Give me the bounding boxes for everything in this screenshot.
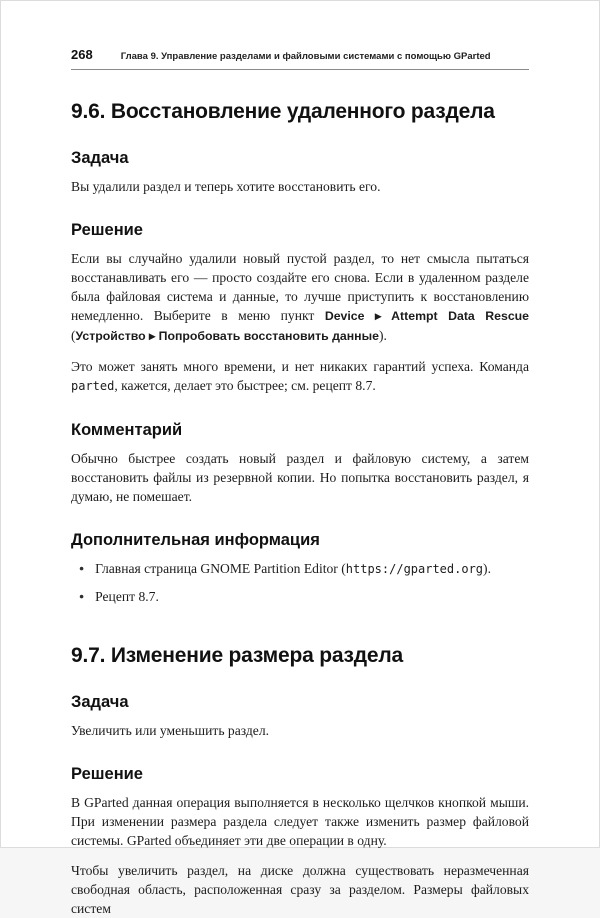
solution-paragraph-1-9-7 bbox=[71, 793, 529, 850]
menu-path-en: Device ▸ Attempt Data Rescue bbox=[324, 309, 530, 323]
text-run: Вы удалили раздел и теперь хотите восстановить его. bbox=[71, 179, 381, 194]
text-run: Если вы случайно удалили новый пустой раздел, то нет смысла пытаться восстанавливать его — просто создайте его снова. Если в удаленном разделе была файловая система и данные, то лучше приступить к восстановлению немедленно. Выберите в меню пункт bbox=[71, 251, 529, 323]
url-text: https://gparted.org bbox=[345, 562, 484, 576]
text-run: ( bbox=[71, 328, 76, 343]
text-run: В GParted данная операция выполняется в несколько щелчков кнопкой мыши. При изменении размера раздела следует также изменить размер файловой системы. GParted объединяет эти две операции в одну. bbox=[71, 795, 529, 848]
bullet-icon: ● bbox=[79, 563, 85, 573]
chapter-running-title: Глава 9. Управление разделами и файловыми системами с помощью GParted bbox=[120, 51, 491, 62]
discussion-paragraph-9-6 bbox=[71, 449, 529, 506]
heading-see-also-9-6: Дополнительная информация bbox=[71, 531, 320, 549]
list-item bbox=[71, 587, 529, 606]
text-run: Главная страница GNOME Partition Editor ( bbox=[95, 561, 346, 576]
task-paragraph-9-7 bbox=[71, 721, 529, 740]
section-title-9-7: 9.7. Изменение размера раздела bbox=[71, 644, 404, 667]
solution-paragraph-2-9-6 bbox=[71, 357, 529, 396]
menu-path-ru: Устройство ▸ Попробовать восстановить данные bbox=[75, 329, 379, 343]
heading-discussion-9-6: Комментарий bbox=[71, 421, 183, 439]
solution-paragraph-2-9-7 bbox=[71, 861, 529, 918]
section-title-9-6: 9.6. Восстановление удаленного раздела bbox=[71, 100, 495, 123]
text-run: Это может занять много времени, и нет никаких гарантий успеха. Команда bbox=[71, 359, 529, 374]
heading-solution-9-7: Решение bbox=[71, 765, 143, 783]
solution-paragraph-1-9-6 bbox=[71, 249, 529, 346]
list-item bbox=[71, 559, 529, 579]
see-also-list bbox=[71, 559, 529, 606]
page-header bbox=[71, 47, 529, 70]
text-run: Чтобы увеличить раздел, на диске должна существовать неразмеченная свободная область, расположенная сразу за разделом. Размеры файловых систем bbox=[71, 863, 529, 916]
text-run: Обычно быстрее создать новый раздел и файловую систему, а затем восстановить файлы из резервной копии. Но попытка восстановить раздел, я думаю, не помешает. bbox=[71, 451, 529, 504]
page-number: 268 bbox=[71, 47, 93, 62]
heading-task-9-7: Задача bbox=[71, 693, 129, 711]
task-paragraph-9-6 bbox=[71, 177, 529, 196]
text-run: , кажется, делает это быстрее; см. рецепт 8.7. bbox=[114, 378, 376, 393]
list-item-text bbox=[95, 559, 529, 579]
heading-task-9-6: Задача bbox=[71, 149, 129, 167]
list-item-text: Рецепт 8.7. bbox=[95, 589, 159, 604]
inline-code-parted: parted bbox=[71, 379, 115, 393]
text-run: ). bbox=[483, 561, 491, 576]
bullet-icon: ● bbox=[79, 591, 85, 601]
heading-solution-9-6: Решение bbox=[71, 221, 143, 239]
text-run: Увеличить или уменьшить раздел. bbox=[71, 723, 269, 738]
text-run: ). bbox=[378, 328, 387, 343]
